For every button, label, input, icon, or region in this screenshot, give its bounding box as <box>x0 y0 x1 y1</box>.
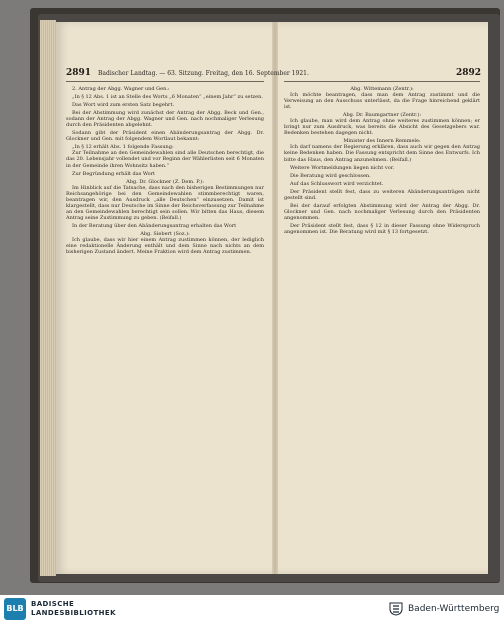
paragraph: Bei der Abstimmung wird zunächst der Antrag der Abgg. Beck und Gen., sodann der Antrag der Abgg. Wagner und Gen. nach nochmaliger Verlesung durch den Präsidenten abgelehnt. <box>66 110 264 129</box>
page-gutter <box>272 22 278 574</box>
header-rule-left <box>66 81 264 82</box>
paragraph: Der Präsident stellt fest, dass § 12 in dieser Fassung ohne Widerspruch angenommen ist. Die Beratung wird mit § 13 fortgesetzt. <box>284 222 480 235</box>
paragraph: In der Beratung über den Abänderungsantrag erhalten das Wort <box>72 222 237 229</box>
library-footer <box>0 595 504 623</box>
paragraph: Ich darf namens der Regierung erklären, dass auch wir gegen den Antrag keine Bedenken haben. Die Fassung entspricht dem Sinne des Entwurfs. Ich bitte das Haus, den Antrag anzunehmen. (Beifall.) <box>284 144 480 163</box>
speaker-heading: Abg. Siebert (Soz.): <box>140 230 190 237</box>
state-name: Baden-Württemberg <box>408 604 500 614</box>
right-page-number: 2892 <box>456 68 482 78</box>
page-fore-edge <box>40 20 56 576</box>
library-name-line1: BADISCHE <box>31 600 75 608</box>
speaker-heading: Abg. Dr. Glockner (Z. Dem. P.): <box>126 178 204 185</box>
paragraph: Auf das Schlusswort wird verzichtet. <box>290 180 384 187</box>
paragraph: Ich glaube, dass wir hier einem Antrag zustimmen können, der lediglich eine redaktionelle Änderung enthält und dem Sinne nach nichts an dem bisherigen Zustand ändert. Meine Fraktion wird dem Antrag zustimmen. <box>66 237 264 256</box>
paragraph: Die Beratung wird geschlossen. <box>290 172 371 179</box>
paragraph: 2. Antrag der Abgg. Wagner und Gen.: <box>72 86 170 92</box>
paragraph: Das Wort wird zum ersten Satz begehrt. <box>72 102 175 109</box>
paragraph: Ich möchte beantragen, dass man dem Antrag zustimmt und die Verweisung an den Ausschuss unterlässt, da die Frage hinreichend geklärt ist. <box>284 92 480 111</box>
paragraph: Weitere Wortmeldungen liegen nicht vor. <box>290 164 395 171</box>
right-text-column <box>284 86 480 235</box>
blb-logo: BLB <box>4 598 26 620</box>
paragraph: Ich glaube, man wird dem Antrag ohne weiteres zustimmen können; er bringt nur zum Ausdruck, was bereits die Absicht des Gesetzgebers war. Bedenken bestehen dagegen nicht. <box>284 118 480 137</box>
speaker-heading: Abg. Wittemann (Zentr.): <box>350 86 414 92</box>
paragraph: Zur Begründung erhält das Wort <box>72 170 156 177</box>
left-text-column <box>66 86 264 255</box>
coat-of-arms-icon <box>388 602 404 616</box>
running-title: Badischer Landtag. — 63. Sitzung. Freitag, den 16. September 1921. <box>98 70 309 77</box>
paragraph: „In § 12 Abs. 1 ist an Stelle des Worts „6 Monaten“ „einem Jahr“ zu setzen. <box>72 94 263 101</box>
paragraph: Der Präsident stellt fest, dass zu weiteren Abänderungsanträgen nicht gestellt sind. <box>284 188 480 201</box>
speaker-heading: Minister des Innern Remmele: <box>343 138 421 145</box>
paragraph: Bei der darauf erfolgten Abstimmung wird der Antrag der Abgg. Dr. Glockner und Gen. nach nochmaliger Verlesung durch den Präsidenten angenommen. <box>284 202 480 221</box>
left-page-number: 2891 <box>66 68 92 78</box>
speaker-heading: Abg. Dr. Baumgartner (Zentr.): <box>342 112 422 119</box>
paragraph: „In § 12 erhält Abs. 1 folgende Fassung: <box>72 144 174 151</box>
paragraph: Sodann gibt der Präsident einen Abänderungsantrag der Abgg. Dr. Glockner und Gen. mit folgendem Wortlaut bekannt: <box>66 130 264 143</box>
library-name-line2: LANDESBIBLIOTHEK <box>31 609 116 617</box>
paragraph: Im Hinblick auf die Tatsache, dass nach den bisherigen Bestimmungen nur Reichsangehörige bei den Gemeindewahlen stimmberechtigt waren, beantragen wir, den Ausdruck „alle Deutschen“ einzusetzen. Damit ist klargestellt, dass nur Deutsche im Sinne der Reichsverfassung zur Teilnahme an den Gemeindewahlen berechtigt sein sollen. Wir bitten das Haus, diesem Antrag seine Zustimmung zu geben. (Beifall.) <box>66 184 264 221</box>
paragraph: Zur Teilnahme an den Gemeindewahlen sind alle Deutschen berechtigt, die das 20. Lebensjahr vollendet und vor Beginn der Wählerlisten seit 6 Monaten in der Gemeinde ihren Wohnsitz haben.“ <box>66 150 264 169</box>
header-rule-right <box>284 81 480 82</box>
